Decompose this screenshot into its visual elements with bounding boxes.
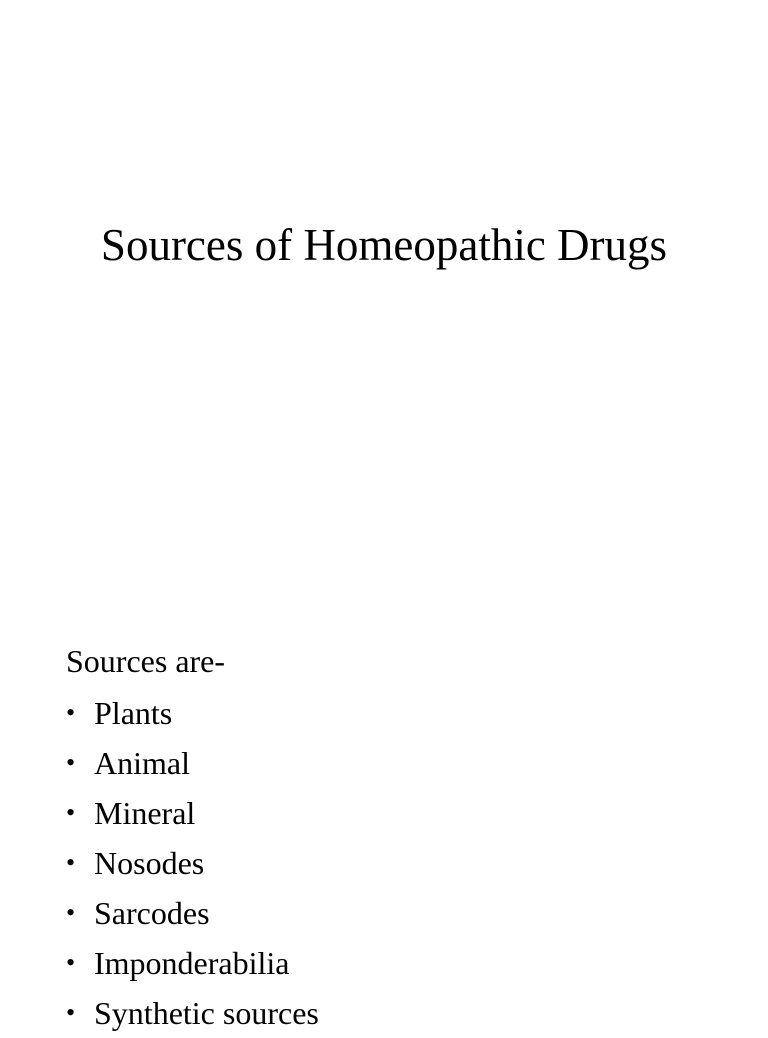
source-label: Mineral [94,795,196,831]
source-list [66,688,746,1038]
source-item-animal [66,738,746,788]
source-label: Sarcodes [94,895,210,931]
slide-title: Sources of Homeopathic Drugs [100,220,668,270]
source-label: Animal [94,745,190,781]
sources-intro: Sources are- [66,643,226,679]
source-label: Imponderabilia [94,945,290,981]
source-item-mineral [66,788,746,838]
bullet-icon: • [66,998,76,1027]
source-label: Nosodes [94,845,205,881]
slide-content [66,638,746,1038]
source-item-synthetic-sources [66,988,746,1038]
source-label: Plants [94,695,173,731]
bullet-icon: • [66,848,76,877]
source-label: Synthetic sources [94,995,319,1031]
source-item-imponderabilia [66,938,746,988]
bullet-icon: • [66,748,76,777]
bullet-icon: • [66,798,76,827]
bullet-icon: • [66,698,76,727]
bullet-icon: • [66,948,76,977]
source-item-sarcodes [66,888,746,938]
source-item-nosodes [66,838,746,888]
source-item-plants [66,688,746,738]
bullet-icon: • [66,898,76,927]
